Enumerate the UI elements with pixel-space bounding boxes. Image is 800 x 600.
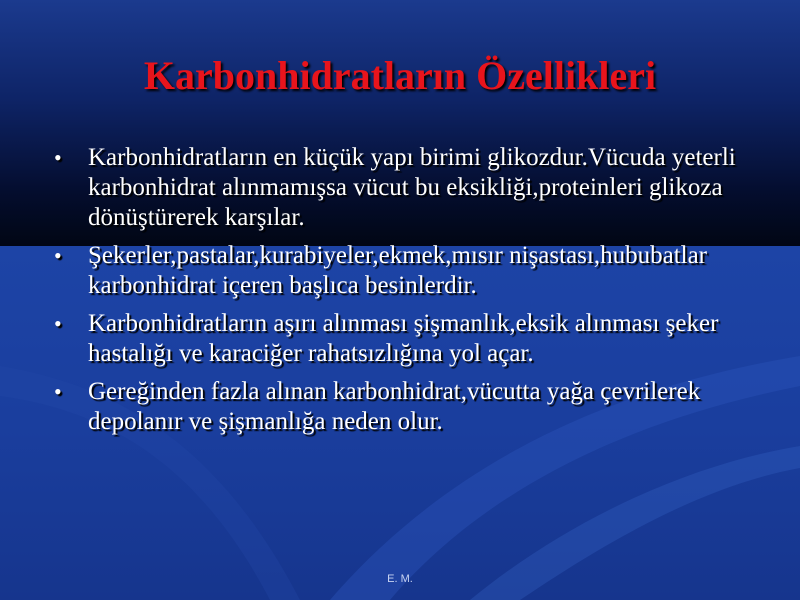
bullet-list [54,143,754,445]
bullet-text: Gereğinden fazla alınan karbonhidrat,vücutta yağa çevrilerek depolanır ve şişmanlığa neden olur. [88,378,701,435]
bullet-dot-icon: • [54,379,62,404]
bullet-dot-icon: • [54,311,62,336]
bullet-dot-icon: • [54,243,62,268]
bullet-item [54,309,754,369]
bullet-item [54,241,754,301]
bullet-item [54,143,754,233]
slide-title: Karbonhidratların Özellikleri [143,53,657,98]
slide-footer: E. M. [387,573,413,585]
bullet-item [54,377,754,437]
bullet-text: Karbonhidratların en küçük yapı birimi glikozdur.Vücuda yeterli karbonhidrat alınmamışsa vücut bu eksikliği,proteinleri glikoza dönüştürerek karşılar. [88,144,736,231]
bullet-text: Karbonhidratların aşırı alınması şişmanlık,eksik alınması şeker hastalığı ve karaciğer rahatsızlığına yol açar. [88,310,719,367]
bullet-text: Şekerler,pastalar,kurabiyeler,ekmek,mısır nişastası,hububatlar karbonhidrat içeren başlıca besinlerdir. [88,242,708,299]
bullet-dot-icon: • [54,145,62,170]
